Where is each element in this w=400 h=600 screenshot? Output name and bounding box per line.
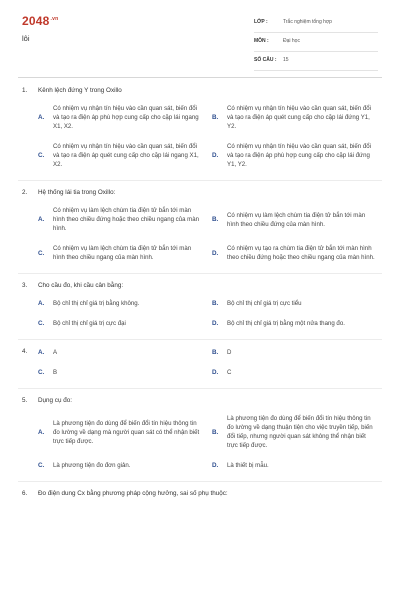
- page-header: [0, 0, 400, 78]
- option-letter: D.: [212, 369, 219, 376]
- answer-option-b[interactable]: [212, 414, 378, 450]
- answer-option-b[interactable]: [212, 104, 378, 131]
- answer-option-b[interactable]: [212, 206, 378, 233]
- question-number: 5.: [22, 397, 28, 404]
- answer-option-a[interactable]: [38, 414, 204, 450]
- question-header: [22, 490, 378, 498]
- question-text: Hệ thống lái tia trong Oxillo:: [38, 189, 116, 196]
- meta-value: Đại học: [283, 38, 300, 44]
- meta-row-count: [254, 54, 378, 71]
- answer-options: [22, 299, 378, 339]
- option-text: Là phương tiện đo dùng để biến đổi tín hiệu thông tin đo lường về dạng mà người quan sát có thể nhận biết trực tiếp được.: [53, 419, 200, 445]
- option-letter: C.: [38, 152, 45, 159]
- question-text: Dụng cụ đo:: [38, 397, 72, 404]
- option-letter: B.: [212, 216, 219, 223]
- question-6: [0, 482, 400, 498]
- option-text: Có nhiệm vụ nhận tín hiệu vào cần quan sát, biến đổi và tạo ra điện áp quét cung cấp cho cặp lái ngang X1, X2.: [53, 143, 199, 168]
- question-4: [0, 340, 400, 388]
- meta-row-subject: [254, 35, 378, 52]
- option-text: Bộ chỉ thị chỉ giá trị bằng không.: [53, 300, 140, 307]
- option-letter: D.: [212, 249, 219, 257]
- answer-option-d[interactable]: [212, 368, 378, 377]
- option-letter: D.: [212, 152, 219, 159]
- option-text: Có nhiệm vụ làm lệch chùm tia điện tử bắn tới màn hình theo chiều đứng của màn hình.: [227, 211, 366, 228]
- logo-text: 2048: [22, 14, 50, 28]
- question-3: [0, 274, 400, 339]
- question-text: Cho cầu đo, khi cầu cân bằng:: [38, 282, 124, 289]
- option-letter: B.: [212, 349, 219, 356]
- logo-domain: .vn: [50, 16, 59, 22]
- option-text: Có nhiệm vụ tạo ra chùm tia điện tử bắn tới màn hình theo chiều đứng hoặc theo chiều ngang của màn hình.: [227, 245, 375, 261]
- answer-option-c[interactable]: [38, 368, 204, 377]
- answer-option-c[interactable]: [38, 319, 204, 328]
- question-header: [22, 397, 378, 405]
- question-text: Kênh lệch đứng Y trong Oxillo: [38, 87, 122, 94]
- option-letter: A.: [38, 300, 45, 307]
- option-text: Có nhiệm vụ nhận tín hiệu vào cần quan sát, biến đổi và tạo ra điện áp phù hợp cung cấp cho cặp lái ngang X1, X2.: [53, 105, 199, 130]
- question-header: [22, 282, 378, 290]
- option-text: Có nhiệm vụ làm lệch chùm tia điện tử bắn tới màn hình theo chiều ngang của màn hình.: [53, 245, 192, 261]
- option-letter: A.: [38, 349, 45, 356]
- option-letter: B.: [212, 428, 219, 436]
- option-letter: C.: [38, 320, 45, 327]
- option-letter: A.: [38, 428, 45, 436]
- answer-options: [22, 206, 378, 273]
- option-letter: C.: [38, 462, 45, 469]
- site-logo[interactable]: [22, 14, 58, 28]
- option-letter: B.: [212, 114, 219, 121]
- meta-label: SỐ CÂU :: [254, 57, 277, 63]
- question-text: Đo điện dung Cx bằng phương pháp cộng hưởng, sai số phụ thuộc:: [38, 490, 228, 497]
- answer-options: [22, 104, 378, 180]
- option-text: Là phương tiện đo dùng để biến đổi tín hiệu thông tin đo lường về dạng thuận tiện cho việc truyền tiếp, biến đổi tiếp, nhưng người quan sát không thể nhận biết trực tiếp được.: [227, 415, 373, 449]
- question-header: [22, 348, 38, 356]
- option-text: Có nhiệm vụ làm lệch chùm tia điện tử bắn tới màn hình theo chiều đứng hoặc theo chiều ngang của màn hình.: [53, 207, 200, 232]
- option-letter: D.: [212, 320, 219, 327]
- option-letter: C.: [38, 369, 45, 376]
- meta-label: MÔN :: [254, 38, 269, 44]
- question-number: 1.: [22, 87, 28, 94]
- answer-option-b[interactable]: [212, 299, 378, 308]
- question-1: [0, 78, 400, 180]
- meta-label: LỚP :: [254, 19, 268, 25]
- question-header: [22, 87, 378, 95]
- option-letter: A.: [38, 114, 45, 121]
- answer-option-a[interactable]: [38, 206, 204, 233]
- option-text: B: [53, 369, 58, 376]
- option-letter: D.: [212, 462, 219, 469]
- page-subtitle: lôi: [22, 34, 30, 43]
- option-text: Có nhiệm vụ nhận tín hiệu vào cần quan sát, biến đổi và tạo ra điện áp quét cung cấp cho cặp lái đứng Y1, Y2.: [227, 105, 371, 130]
- meta-value: Trắc nghiệm tổng hợp: [283, 19, 332, 25]
- answer-option-c[interactable]: [38, 142, 204, 169]
- question-list: [0, 78, 400, 498]
- meta-value: 15: [283, 57, 289, 63]
- question-header: [22, 189, 378, 197]
- answer-option-b[interactable]: [212, 348, 378, 357]
- exam-meta: [254, 16, 378, 73]
- option-text: D: [227, 349, 232, 356]
- option-text: Bộ chỉ thị chỉ giá trị cực tiểu: [227, 300, 302, 307]
- answer-option-d[interactable]: [212, 319, 378, 328]
- answer-options: [22, 414, 378, 481]
- option-letter: B.: [212, 300, 219, 307]
- question-number: 4.: [22, 348, 28, 355]
- option-text: A: [53, 349, 58, 356]
- answer-options: [38, 348, 378, 388]
- option-letter: C.: [38, 249, 45, 257]
- option-text: Là thiết bị mẫu.: [227, 462, 269, 469]
- answer-option-d[interactable]: [212, 461, 378, 470]
- question-4-layout: [22, 348, 378, 388]
- answer-option-c[interactable]: [38, 244, 204, 262]
- option-text: Là phương tiện đo đơn giản.: [53, 462, 131, 469]
- answer-option-a[interactable]: [38, 299, 204, 308]
- question-number: 3.: [22, 282, 28, 289]
- option-text: Bộ chỉ thị chỉ giá trị cực đại: [53, 320, 126, 327]
- meta-row-class: [254, 16, 378, 33]
- answer-option-d[interactable]: [212, 244, 378, 262]
- answer-option-c[interactable]: [38, 461, 204, 470]
- option-text: Bộ chỉ thị chỉ giá trị bằng một nửa thang đo.: [227, 320, 345, 327]
- answer-option-d[interactable]: [212, 142, 378, 169]
- question-number: 2.: [22, 189, 28, 196]
- answer-option-a[interactable]: [38, 104, 204, 131]
- option-text: Có nhiệm vụ nhận tín hiệu vào cần quan sát, biến đổi và tạo ra điện áp phù hợp cung cấp cho cặp lái đứng Y1, Y2.: [227, 143, 371, 168]
- option-letter: A.: [38, 216, 45, 223]
- question-5: [0, 389, 400, 481]
- question-2: [0, 181, 400, 273]
- answer-option-a[interactable]: [38, 348, 204, 357]
- option-text: C: [227, 369, 232, 376]
- question-number: 6.: [22, 490, 28, 497]
